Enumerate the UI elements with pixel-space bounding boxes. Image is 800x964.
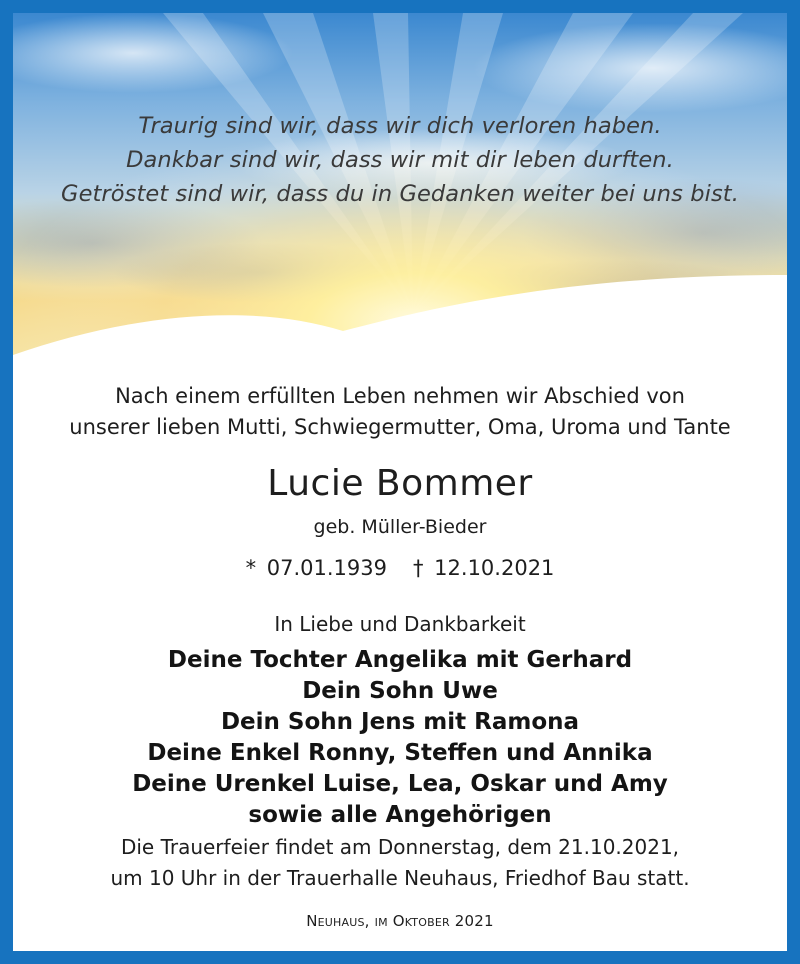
birth-name: geb. Müller-Bieder [313, 516, 487, 538]
love-line: In Liebe und Dankbarkeit [274, 612, 526, 636]
intro-line: unserer lieben Mutti, Schwiegermutter, Oma, Uroma und Tante [69, 415, 731, 439]
mourner-line: sowie alle Angehörigen [248, 802, 552, 828]
place-date: Neuhaus, im Oktober 2021 [306, 912, 494, 930]
mourner-line: Deine Urenkel Luise, Lea, Oskar und Amy [132, 771, 668, 797]
verse-line: Traurig sind wir, dass wir dich verloren haben. [138, 113, 662, 139]
death-date: † 12.10.2021 [413, 556, 555, 580]
verse-line: Dankbar sind wir, dass wir mit dir leben durften. [126, 147, 674, 173]
verse-line: Getröstet sind wir, dass du in Gedanken weiter bei uns bist. [61, 181, 739, 207]
consolation-verse [13, 109, 787, 211]
birth-date: * 07.01.1939 [245, 556, 387, 580]
mourner-line: Dein Sohn Jens mit Ramona [220, 709, 580, 735]
service-line: Die Trauerfeier findet am Donnerstag, dem 21.10.2021, [120, 835, 680, 859]
intro-line: Nach einem erfüllten Leben nehmen wir Abschied von [115, 384, 685, 408]
intro-text [13, 381, 787, 443]
deceased-name: Lucie Bommer [267, 463, 533, 504]
mourner-line: Deine Tochter Angelika mit Gerhard [167, 647, 633, 673]
service-line: um 10 Uhr in der Trauerhalle Neuhaus, Friedhof Bau statt. [110, 866, 690, 890]
life-dates [13, 553, 787, 583]
mourner-line: Dein Sohn Uwe [302, 678, 498, 704]
funeral-service-info [13, 832, 787, 894]
mourner-line: Deine Enkel Ronny, Steffen und Annika [147, 740, 653, 766]
mourners-list [13, 645, 787, 831]
